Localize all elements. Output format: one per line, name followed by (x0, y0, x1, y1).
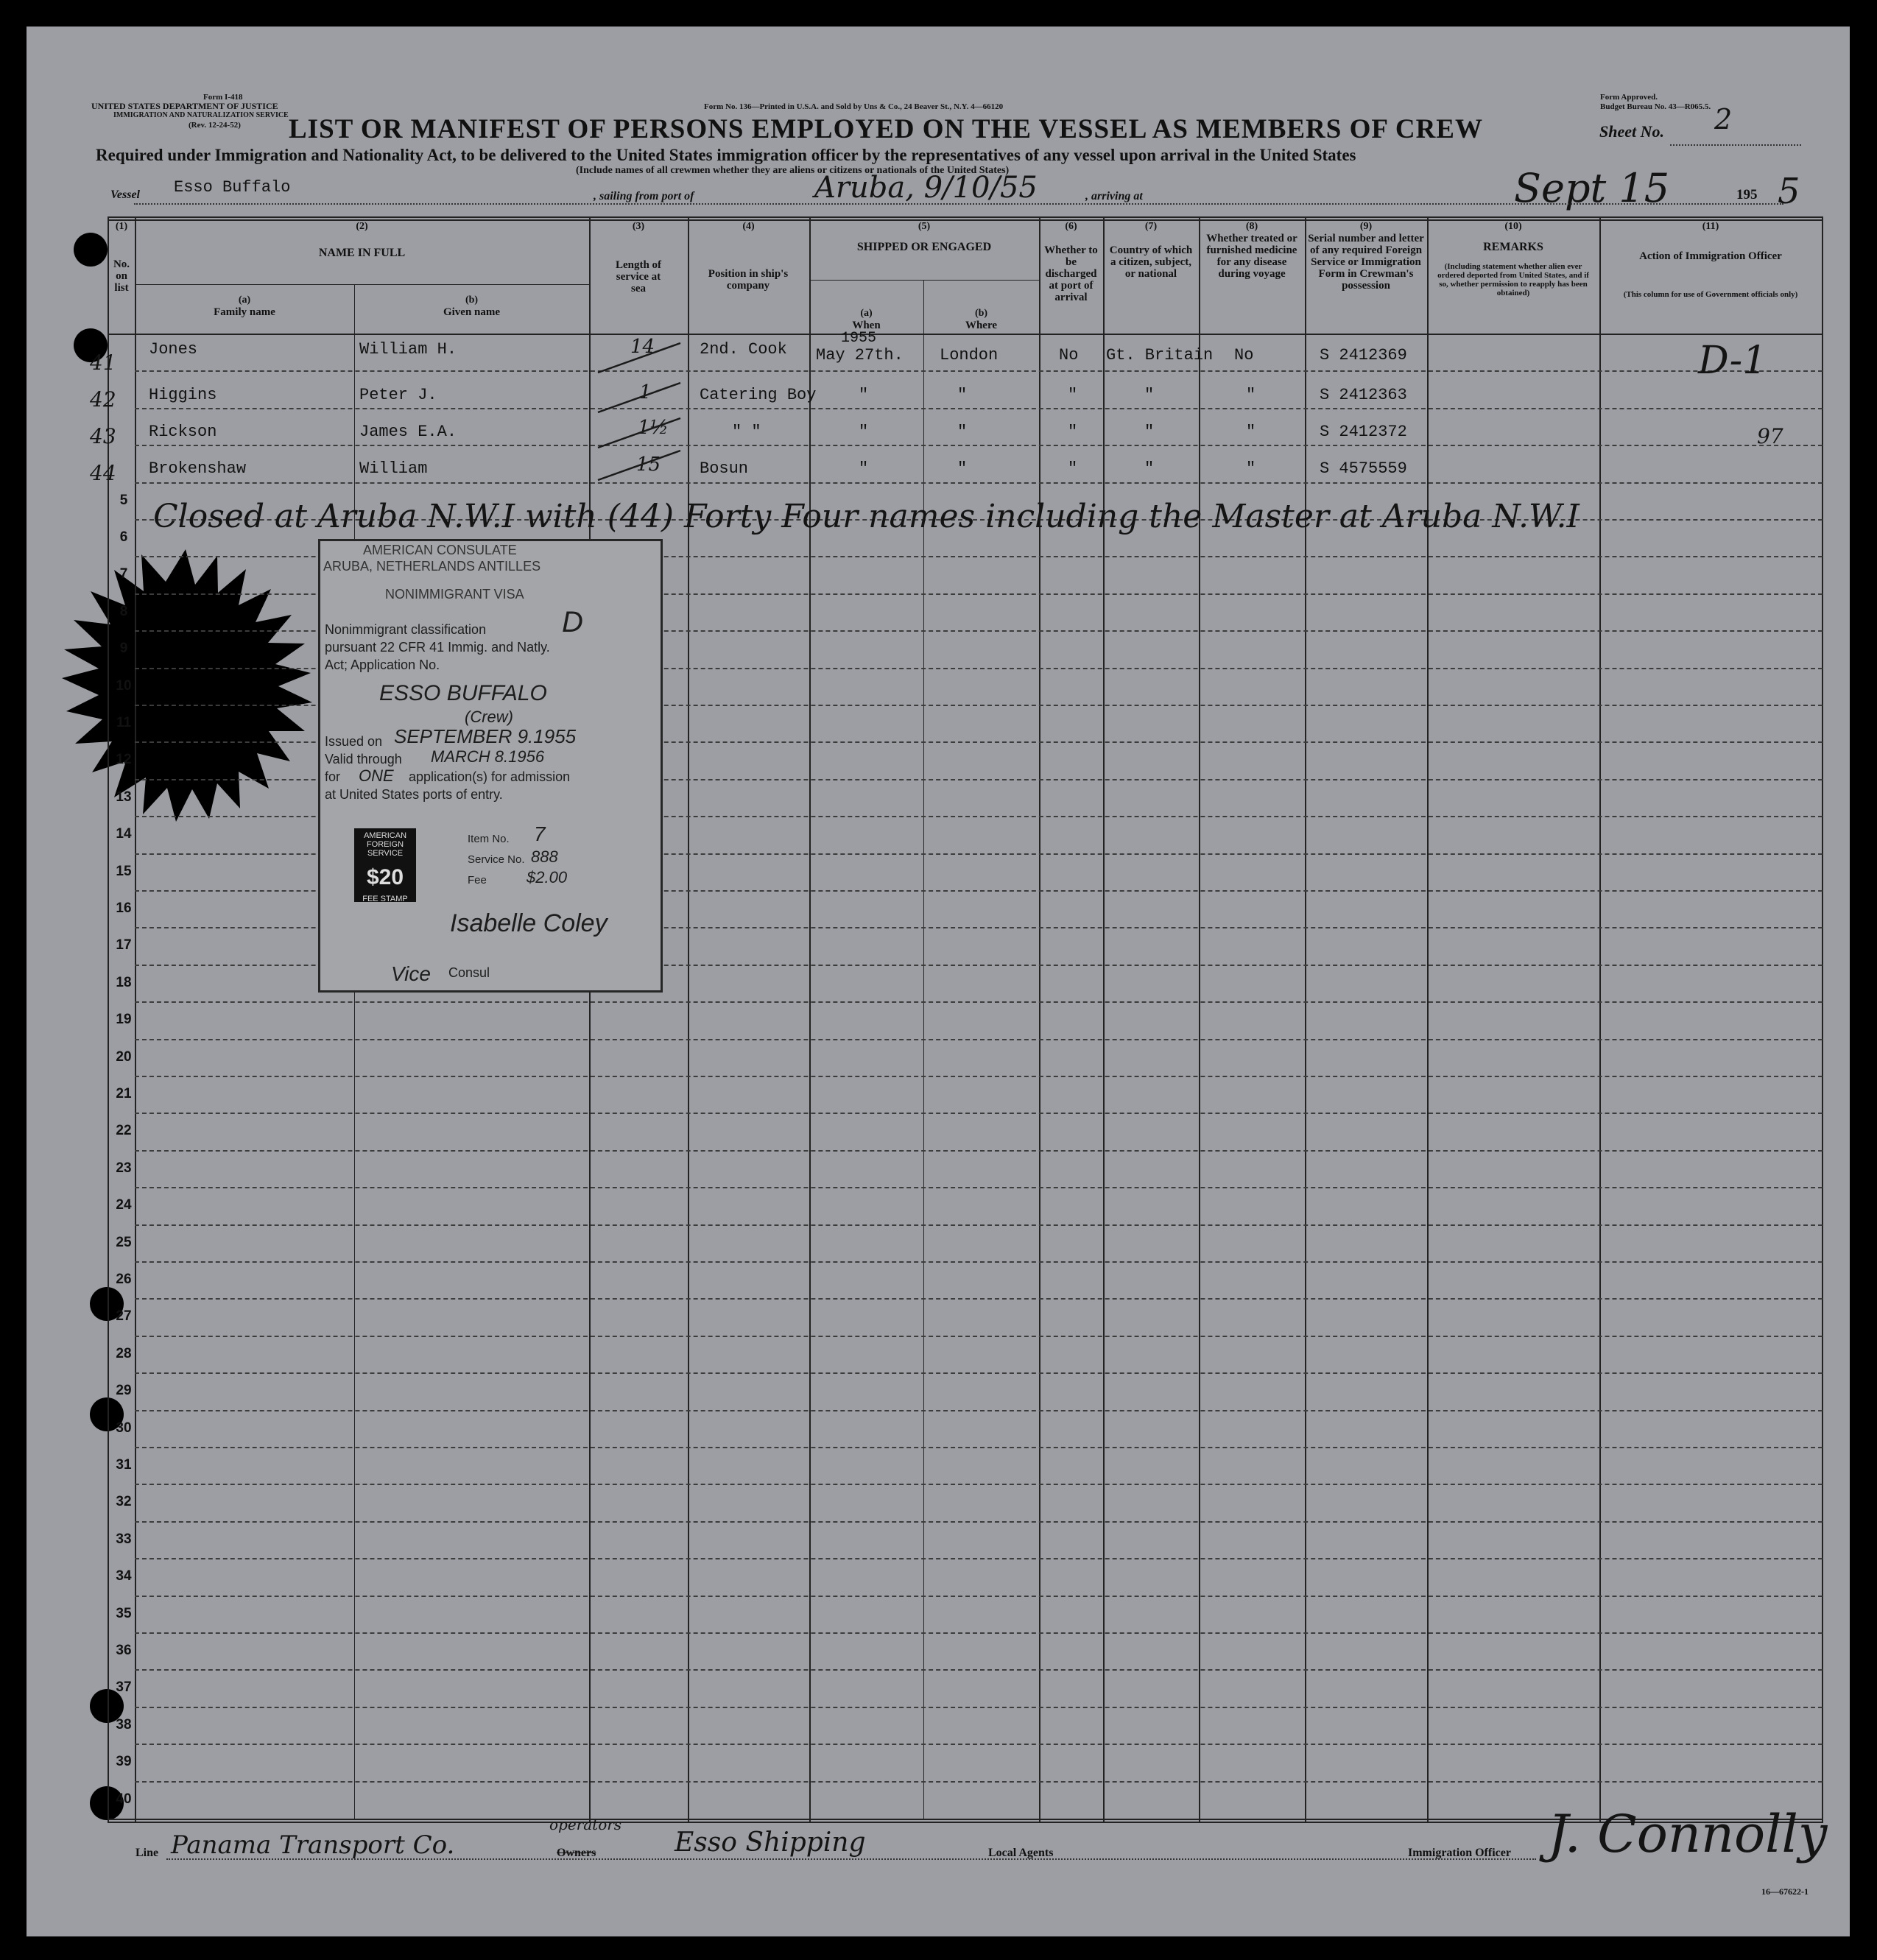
stamp-classification: Nonimmigrant classification (325, 622, 487, 637)
stamp-admission: application(s) for admission (409, 769, 571, 784)
budget: Budget Bureau No. 43—R065.5. (1600, 102, 1711, 111)
row-rule (135, 445, 1823, 446)
row-number: 30 (116, 1420, 132, 1436)
stamp-location: ARUBA, NETHERLANDS ANTILLES (323, 559, 541, 574)
revision: (Rev. 12-24-52) (189, 121, 241, 130)
row-rule (135, 1410, 1823, 1411)
stamp-vessel-note: (Crew) (465, 708, 513, 726)
service: IMMIGRATION AND NATURALIZATION SERVICE (113, 111, 289, 119)
row-number: 17 (116, 937, 132, 953)
closing-note: Closed at Aruba N.W.I with (44) Forty Four names including the Master at Aruba N.W.I (153, 498, 1580, 535)
fee-stamp-top: AMERICAN FOREIGN SERVICE (363, 831, 407, 858)
given-name: William H. (359, 340, 457, 359)
col10-num: (10) (1504, 221, 1522, 232)
position: " " (732, 423, 761, 441)
row-no-44: 44 (90, 461, 116, 485)
row-number: 12 (116, 752, 132, 768)
position: 2nd. Cook (700, 340, 787, 359)
service-length: 14 (630, 336, 655, 358)
row-rule (135, 1781, 1823, 1783)
row-number: 10 (116, 677, 132, 694)
col5-num: (5) (918, 221, 931, 232)
service-length: 15 (636, 454, 661, 476)
col2b-label: Given name (443, 306, 501, 318)
arriving-label: , arriving at (1085, 190, 1143, 202)
shipped-when: " (859, 386, 869, 404)
stamp-application: Act; Application No. (325, 658, 440, 672)
stamp-visa-type: NONIMMIGRANT VISA (385, 587, 524, 602)
row-number: 32 (116, 1494, 132, 1510)
col4-label: Position in ship's company (708, 268, 789, 292)
col11-label: Action of Immigration Officer (1639, 250, 1782, 262)
col2a-num: (a) (238, 295, 251, 306)
col10-sub: (Including statement whether alien ever ordered deported from United States, and if so, whether permission to reapply has been obtained) (1437, 262, 1589, 297)
stamp-fee: $2.00 (527, 868, 568, 886)
line-label: Line (135, 1847, 159, 1859)
vessel-name: Esso Buffalo (174, 178, 291, 197)
row-rule (135, 1298, 1823, 1300)
row-number: 31 (116, 1457, 132, 1473)
row-number: 24 (116, 1197, 132, 1213)
row-rule (135, 1076, 1823, 1077)
fee-stamp-amount: $20 (366, 865, 404, 889)
row-number: 18 (116, 974, 132, 990)
stamp-valid: MARCH 8.1956 (431, 747, 545, 766)
col2a-label: Family name (214, 306, 275, 318)
owners-value: Esso Shipping (675, 1827, 866, 1858)
officer-action: D-1 (1698, 339, 1767, 383)
row-number: 6 (119, 529, 128, 545)
row-rule (135, 482, 1823, 484)
col5a-num: (a) (860, 308, 873, 319)
line-value: Panama Transport Co. (171, 1830, 455, 1860)
treated: " (1246, 459, 1256, 478)
agents-label: Local Agents (988, 1847, 1054, 1859)
owners-label: Owners (557, 1847, 596, 1859)
row-number: 16 (116, 900, 132, 916)
row-number: 14 (116, 826, 132, 842)
col8-label: Whether treated or furnished medicine for any disease during voyage (1206, 233, 1297, 280)
family-name: Rickson (149, 423, 217, 441)
approved: Form Approved. (1600, 93, 1658, 102)
stamp-consulate: AMERICAN CONSULATE (363, 543, 517, 557)
stamp-issued-label: Issued on (325, 734, 383, 749)
given-name: Peter J. (359, 386, 437, 404)
officer-action: 97 (1757, 424, 1783, 448)
officer-label: Immigration Officer (1408, 1847, 1511, 1859)
treated: No (1234, 346, 1254, 364)
arrival-date: Sept 15 (1514, 165, 1670, 211)
col5-label: SHIPPED OR ENGAGED (856, 241, 992, 253)
stamp-officer: Vice (391, 962, 431, 985)
consul-signature: Isabelle Coley (450, 909, 608, 937)
family-name: Brokenshaw (149, 459, 247, 478)
stamp-item-label: Item No. (468, 833, 510, 845)
fee-stamp (354, 828, 416, 902)
row-number: 27 (116, 1308, 132, 1325)
serial-number: S 4575559 (1320, 459, 1407, 478)
row-number: 5 (119, 492, 128, 508)
visa-stamp (318, 539, 663, 993)
row-rule (135, 1039, 1823, 1040)
row-rule (135, 1484, 1823, 1485)
row-rule (135, 370, 1823, 372)
col2b-num: (b) (465, 295, 479, 306)
stamp-applications: ONE (359, 766, 394, 785)
discharged: " (1068, 459, 1078, 478)
col5b-label: Where (965, 320, 998, 331)
row-number: 37 (116, 1679, 132, 1696)
row-rule (135, 1596, 1823, 1597)
discharged: " (1068, 386, 1078, 404)
form-code: 16—67622-1 (1761, 1886, 1809, 1897)
col11-sub: (This column for use of Government officials only) (1623, 290, 1798, 299)
stamp-service-label: Service No. (468, 853, 525, 866)
page-title: LIST OR MANIFEST OF PERSONS EMPLOYED ON THE VESSEL AS MEMBERS OF CREW (289, 114, 1483, 144)
col5b-num: (b) (974, 308, 988, 319)
row-number: 23 (116, 1160, 132, 1176)
vessel-label: Vessel (110, 188, 140, 201)
manifest-sheet (27, 27, 1850, 1936)
shipped-where: London (940, 346, 999, 364)
position: Catering Boy (700, 386, 817, 404)
stamp-officer-title: Consul (448, 965, 490, 980)
treated: " (1246, 423, 1256, 441)
row-number: 20 (116, 1048, 132, 1065)
row-number: 8 (119, 603, 128, 619)
col2-label: NAME IN FULL (318, 247, 406, 259)
stamp-vessel: ESSO BUFFALO (379, 681, 547, 705)
country: " (1144, 423, 1155, 441)
include-note: (Include names of all crewmen whether they are aliens or citizens or nationals of the United States) (576, 165, 1010, 176)
department: UNITED STATES DEPARTMENT OF JUSTICE (91, 101, 278, 111)
stamp-for-label: for (325, 769, 341, 784)
serial-number: S 2412369 (1320, 346, 1407, 364)
country: " (1144, 386, 1155, 404)
row-number: 9 (119, 641, 128, 657)
given-name: William (359, 459, 428, 478)
serial-number: S 2412372 (1320, 423, 1407, 441)
row-rule (135, 1744, 1823, 1745)
row-number: 7 (119, 566, 128, 582)
treated: " (1246, 386, 1256, 404)
col1-label: No. on list (113, 258, 130, 294)
operators-note: operators (549, 1816, 622, 1833)
sheet-label: Sheet No. (1599, 122, 1664, 141)
row-number: 15 (116, 863, 132, 879)
stamp-ports: at United States ports of entry. (325, 787, 503, 802)
form-id: Form I-418 (203, 93, 243, 102)
stamp-service: 888 (531, 847, 558, 866)
row-rule (135, 1336, 1823, 1337)
discharged: No (1059, 346, 1079, 364)
row-number: 22 (116, 1123, 132, 1139)
position: Bosun (700, 459, 749, 478)
stamp-class: D (562, 606, 583, 638)
col6-num: (6) (1065, 221, 1077, 232)
row-rule (135, 1001, 1823, 1003)
row-number: 34 (116, 1568, 132, 1584)
row-rule (135, 1632, 1823, 1634)
row-rule (135, 1113, 1823, 1114)
col1-num: (1) (115, 221, 128, 232)
col6-label: Whether to be discharged at port of arrival (1044, 244, 1098, 303)
row-rule (135, 1224, 1823, 1226)
stamp-item: 7 (534, 822, 546, 845)
row-no-42: 42 (90, 387, 116, 412)
row-number: 25 (116, 1234, 132, 1250)
row-number: 36 (116, 1643, 132, 1658)
family-name: Higgins (149, 386, 217, 404)
row-number: 39 (116, 1754, 132, 1770)
printer-line: Form No. 136—Printed in U.S.A. and Sold by Uns & Co., 24 Beaver St., N.Y. 4—66120 (704, 102, 1004, 111)
stamp-issued: SEPTEMBER 9.1955 (394, 725, 577, 747)
row-number: 21 (116, 1086, 132, 1101)
row-rule (135, 1521, 1823, 1523)
row-no-41: 41 (90, 350, 116, 375)
shipped-where: " (957, 459, 968, 478)
shipped-when: " (859, 459, 869, 478)
officer-signature: J. Connolly (1548, 1804, 1828, 1864)
row-number: 40 (116, 1791, 132, 1807)
row-rule (135, 408, 1823, 409)
col3-num: (3) (632, 221, 645, 232)
col3-label: Length of service at sea (615, 259, 662, 295)
col5a-label: When (852, 320, 881, 331)
shipped-when: " (859, 423, 869, 441)
stamp-fee-label: Fee (468, 874, 487, 886)
col9-label: Serial number and letter of any required Foreign Service or Immigration Form in Crewman's possession (1308, 233, 1424, 292)
row-rule (135, 1150, 1823, 1152)
service-length: 1 (639, 381, 652, 403)
row-number: 26 (116, 1272, 132, 1287)
discharged: " (1068, 423, 1078, 441)
strike-marks (591, 336, 686, 483)
stamp-pursuant: pursuant 22 CFR 41 Immig. and Natly. (325, 640, 550, 655)
year-prefix: 195 (1736, 187, 1758, 202)
required-statement: Required under Immigration and Nationality Act, to be delivered to the United States immigration officer by the representatives of any vessel upon arrival in the United States (96, 146, 1356, 164)
col8-num: (8) (1245, 221, 1258, 232)
row-rule (135, 1707, 1823, 1708)
family-name: Jones (149, 340, 198, 359)
col7-label: Country of which a citizen, subject, or national (1109, 244, 1193, 280)
col10-label: REMARKS (1483, 241, 1543, 253)
row-number: 38 (116, 1716, 132, 1732)
row-number: 19 (116, 1012, 132, 1028)
row-rule (135, 1669, 1823, 1671)
row-number: 35 (116, 1605, 132, 1621)
shipped-when: May 27th. (816, 346, 904, 364)
row-no-43: 43 (90, 424, 116, 448)
row-number: 33 (116, 1531, 132, 1547)
sailing-label: , sailing from port of (594, 190, 694, 202)
sheet-number: 2 (1714, 103, 1733, 135)
col2-num: (2) (356, 221, 368, 232)
row-number: 29 (116, 1383, 132, 1399)
shipped-where: " (957, 423, 968, 441)
stamp-valid-label: Valid through (325, 752, 402, 766)
given-name: James E.A. (359, 423, 457, 441)
year-suffix: 5 (1778, 171, 1800, 212)
fee-stamp-bottom: FEE STAMP (362, 895, 408, 903)
row-number: 11 (116, 715, 132, 730)
row-rule (135, 1372, 1823, 1374)
row-number: 13 (116, 789, 132, 805)
shipped-where: " (957, 386, 968, 404)
row-rule (135, 1558, 1823, 1559)
row-rule (135, 1187, 1823, 1188)
service-length: 1½ (638, 417, 669, 439)
sailing-port: Aruba, 9/10/55 (814, 171, 1038, 205)
serial-number: S 2412363 (1320, 386, 1407, 404)
col4-num: (4) (742, 221, 755, 232)
punch-hole (74, 233, 108, 267)
col11-num: (11) (1702, 221, 1719, 232)
country: " (1144, 459, 1155, 478)
col9-num: (9) (1359, 221, 1373, 232)
row-rule (135, 1261, 1823, 1263)
row-rule (135, 1447, 1823, 1448)
country: Gt. Britain (1106, 346, 1214, 364)
shipped-year: 1955 (841, 330, 877, 347)
row-number: 28 (116, 1345, 132, 1361)
col7-num: (7) (1144, 221, 1158, 232)
